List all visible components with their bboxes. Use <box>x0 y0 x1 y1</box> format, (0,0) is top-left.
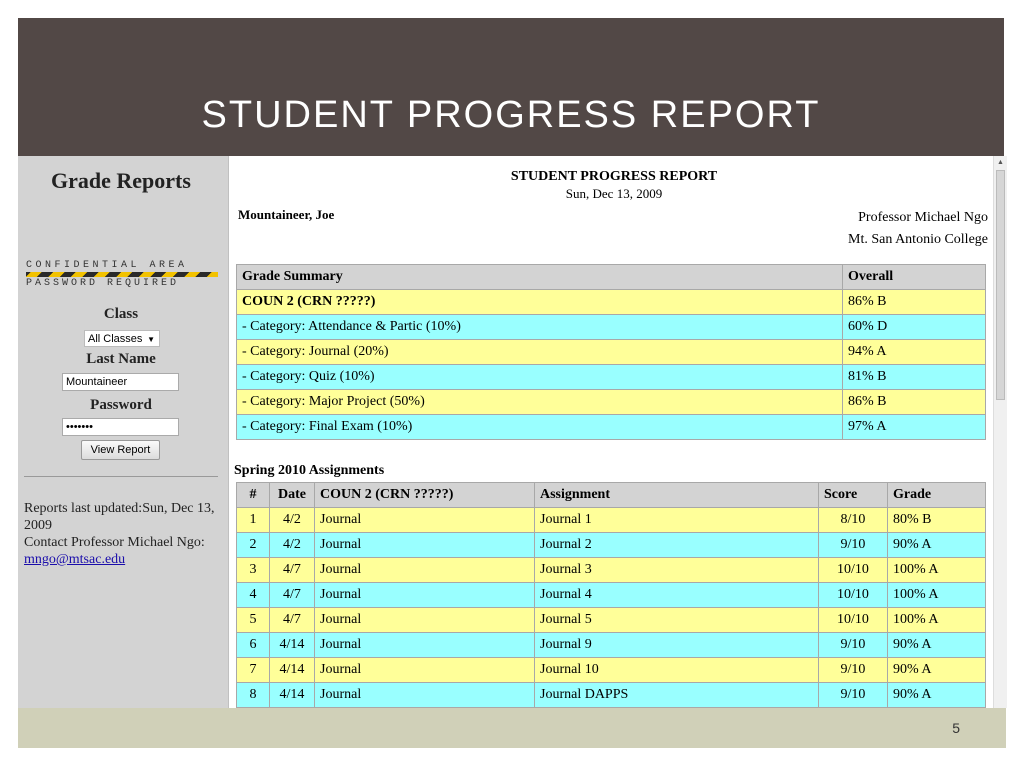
cell-score: 9/10 <box>819 533 888 558</box>
cell-category: Journal <box>315 658 535 683</box>
cell-score: 9/10 <box>819 658 888 683</box>
summary-overall: 94% A <box>843 340 986 365</box>
summary-overall: 81% B <box>843 365 986 390</box>
cell-assignment: Journal 9 <box>535 633 819 658</box>
sidebar <box>18 156 229 708</box>
contact-text: Contact Professor Michael Ngo: <box>24 535 205 550</box>
password-input[interactable]: ••••••• <box>62 418 179 436</box>
summary-label: - Category: Quiz (10%) <box>237 365 843 390</box>
summary-overall: 86% B <box>843 390 986 415</box>
column-header: COUN 2 (CRN ?????) <box>315 483 535 508</box>
class-select-value: All Classes <box>88 333 143 345</box>
slide-title: STUDENT PROGRESS REPORT <box>201 94 821 136</box>
slide-footer <box>18 708 1006 748</box>
cell-category: Journal <box>315 683 535 708</box>
cell-assignment: Journal 3 <box>535 558 819 583</box>
vertical-scrollbar[interactable] <box>993 156 1007 708</box>
chevron-down-icon: ▼ <box>147 335 155 344</box>
cell-number: 3 <box>237 558 270 583</box>
cell-score: 8/10 <box>819 508 888 533</box>
cell-date: 4/2 <box>270 533 315 558</box>
table-row <box>237 583 986 608</box>
hazard-stripe <box>26 272 218 277</box>
column-header: Grade Summary <box>237 265 843 290</box>
confidential-top-text: CONFIDENTIAL AREA <box>26 260 188 271</box>
class-select[interactable] <box>84 330 160 347</box>
cell-grade: 100% A <box>888 583 986 608</box>
cell-assignment: Journal 4 <box>535 583 819 608</box>
report-main <box>234 156 994 708</box>
cell-grade: 80% B <box>888 508 986 533</box>
cell-assignment: Journal DAPPS <box>535 683 819 708</box>
report-title: STUDENT PROGRESS REPORT <box>510 169 718 184</box>
cell-score: 10/10 <box>819 558 888 583</box>
password-label: Password <box>90 397 152 413</box>
scroll-up-icon[interactable]: ▲ <box>997 158 1004 166</box>
view-report-button[interactable]: View Report <box>81 440 160 460</box>
college-name: Mt. San Antonio College <box>848 232 988 247</box>
cell-score: 10/10 <box>819 583 888 608</box>
cell-category: Journal <box>315 583 535 608</box>
confidential-banner <box>26 260 218 289</box>
confidential-bottom-text: PASSWORD REQUIRED <box>26 278 180 289</box>
cell-number: 2 <box>237 533 270 558</box>
browser-screenshot <box>18 156 1007 708</box>
assignments-table <box>236 482 986 708</box>
cell-score: 10/10 <box>819 608 888 633</box>
table-row <box>237 658 986 683</box>
cell-grade: 100% A <box>888 558 986 583</box>
table-row <box>237 508 986 533</box>
table-row <box>237 415 986 440</box>
cell-number: 7 <box>237 658 270 683</box>
class-label: Class <box>103 306 139 322</box>
cell-number: 4 <box>237 583 270 608</box>
scrollbar-thumb[interactable] <box>996 170 1005 400</box>
professor-info <box>848 207 988 251</box>
column-header: # <box>237 483 270 508</box>
table-row <box>237 290 986 315</box>
slide-header <box>18 18 1004 156</box>
table-row <box>237 340 986 365</box>
cell-number: 1 <box>237 508 270 533</box>
lastname-label: Last Name <box>86 351 156 367</box>
cell-assignment: Journal 2 <box>535 533 819 558</box>
summary-label: - Category: Major Project (50%) <box>237 390 843 415</box>
table-row <box>237 390 986 415</box>
cell-date: 4/14 <box>270 658 315 683</box>
cell-category: Journal <box>315 608 535 633</box>
cell-grade: 90% A <box>888 533 986 558</box>
cell-date: 4/7 <box>270 583 315 608</box>
table-row <box>237 533 986 558</box>
cell-number: 6 <box>237 633 270 658</box>
cell-grade: 90% A <box>888 683 986 708</box>
cell-grade: 90% A <box>888 633 986 658</box>
page-number: 5 <box>952 720 960 736</box>
column-header: Date <box>270 483 315 508</box>
cell-grade: 100% A <box>888 608 986 633</box>
column-header: Overall <box>843 265 986 290</box>
cell-date: 4/7 <box>270 558 315 583</box>
cell-date: 4/14 <box>270 683 315 708</box>
grade-summary-table <box>236 264 986 440</box>
cell-category: Journal <box>315 633 535 658</box>
sidebar-title: Grade Reports <box>51 168 191 193</box>
cell-grade: 90% A <box>888 658 986 683</box>
cell-score: 9/10 <box>819 633 888 658</box>
summary-overall: 86% B <box>843 290 986 315</box>
cell-category: Journal <box>315 508 535 533</box>
divider <box>24 476 218 477</box>
lastname-input[interactable]: Mountaineer <box>62 373 179 391</box>
cell-assignment: Journal 5 <box>535 608 819 633</box>
summary-overall: 97% A <box>843 415 986 440</box>
cell-score: 9/10 <box>819 683 888 708</box>
cell-date: 4/7 <box>270 608 315 633</box>
assignments-section-title: Spring 2010 Assignments <box>234 463 385 478</box>
summary-overall: 60% D <box>843 315 986 340</box>
cell-number: 8 <box>237 683 270 708</box>
cell-date: 4/2 <box>270 508 315 533</box>
column-header: Assignment <box>535 483 819 508</box>
table-row <box>237 558 986 583</box>
table-row <box>237 683 986 708</box>
table-header-row <box>237 265 986 290</box>
table-row <box>237 315 986 340</box>
table-header-row <box>237 483 986 508</box>
cell-category: Journal <box>315 533 535 558</box>
cell-date: 4/14 <box>270 633 315 658</box>
report-date: Sun, Dec 13, 2009 <box>565 186 663 201</box>
column-header: Grade <box>888 483 986 508</box>
updated-text: Reports last updated:Sun, Dec 13, 2009 <box>24 501 215 533</box>
student-name: Mountaineer, Joe <box>238 207 335 222</box>
cell-assignment: Journal 10 <box>535 658 819 683</box>
summary-label: COUN 2 (CRN ?????) <box>237 290 843 315</box>
professor-name: Professor Michael Ngo <box>858 210 988 225</box>
update-info <box>24 500 224 568</box>
summary-label: - Category: Journal (20%) <box>237 340 843 365</box>
cell-number: 5 <box>237 608 270 633</box>
cell-category: Journal <box>315 558 535 583</box>
column-header: Score <box>819 483 888 508</box>
table-row <box>237 633 986 658</box>
summary-label: - Category: Attendance & Partic (10%) <box>237 315 843 340</box>
summary-label: - Category: Final Exam (10%) <box>237 415 843 440</box>
cell-assignment: Journal 1 <box>535 508 819 533</box>
email-link[interactable]: mngo@mtsac.edu <box>24 552 126 567</box>
table-row <box>237 365 986 390</box>
table-row <box>237 608 986 633</box>
